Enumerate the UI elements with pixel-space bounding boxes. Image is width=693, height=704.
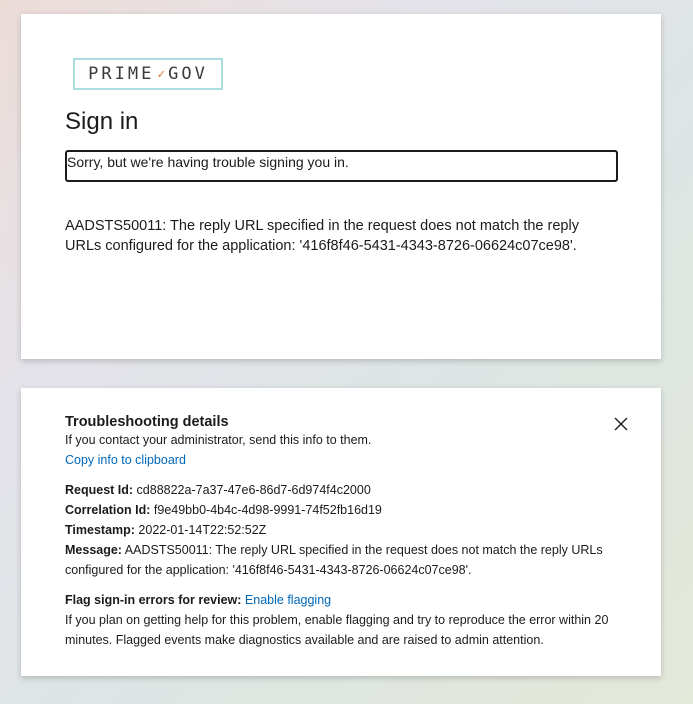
request-id-label: Request Id: [65,483,134,497]
close-icon[interactable] [613,416,629,432]
flag-row [65,590,617,610]
flag-label: Flag sign-in errors for review: [65,593,242,607]
correlation-id-label: Correlation Id: [65,503,151,517]
enable-flagging-link[interactable]: Enable flagging [244,593,332,607]
timestamp-value: 2022-01-14T22:52:52Z [138,523,267,537]
prime-gov-logo [73,58,223,90]
copy-info-link[interactable]: Copy info to clipboard [65,453,186,467]
correlation-id-row [65,500,617,520]
timestamp-label: Timestamp: [65,523,135,537]
troubleshooting-card [21,388,661,676]
troubleshooting-subtitle: If you contact your administrator, send this info to them. [65,433,372,447]
request-id-value: cd88822a-7a37-47e6-86d7-6d974f4c2000 [136,483,371,497]
troubleshooting-title: Troubleshooting details [65,414,229,430]
correlation-id-value: f9e49bb0-4b4c-4d98-9991-74f52fb16d19 [153,503,382,517]
request-id-row [65,480,617,500]
message-label: Message: [65,543,122,557]
flag-description: If you plan on getting help for this problem, enable flagging and try to reproduce the error within 20 minutes. Flagged events make diagnostics available and are raised to admin attention. [65,613,609,647]
logo-text-prime: PRIME [88,64,155,84]
logo-check-icon: ✓ [157,66,166,82]
page-title: Sign in [65,108,139,135]
error-message: AADSTS50011: The reply URL specified in the request does not match the reply URLs configured for the application: '416f8f46-5431-4343-8726-06624c07ce98'. [65,218,579,254]
timestamp-row [65,520,617,540]
logo-text-gov: GOV [168,64,208,84]
signin-card [21,14,661,359]
message-value: AADSTS50011: The reply URL specified in the request does not match the reply URLs configured for the application: '416f8f46-5431-4343-8726-06624c07ce98'. [65,543,603,577]
error-banner: Sorry, but we're having trouble signing you in. [65,150,618,182]
message-row [65,540,617,580]
